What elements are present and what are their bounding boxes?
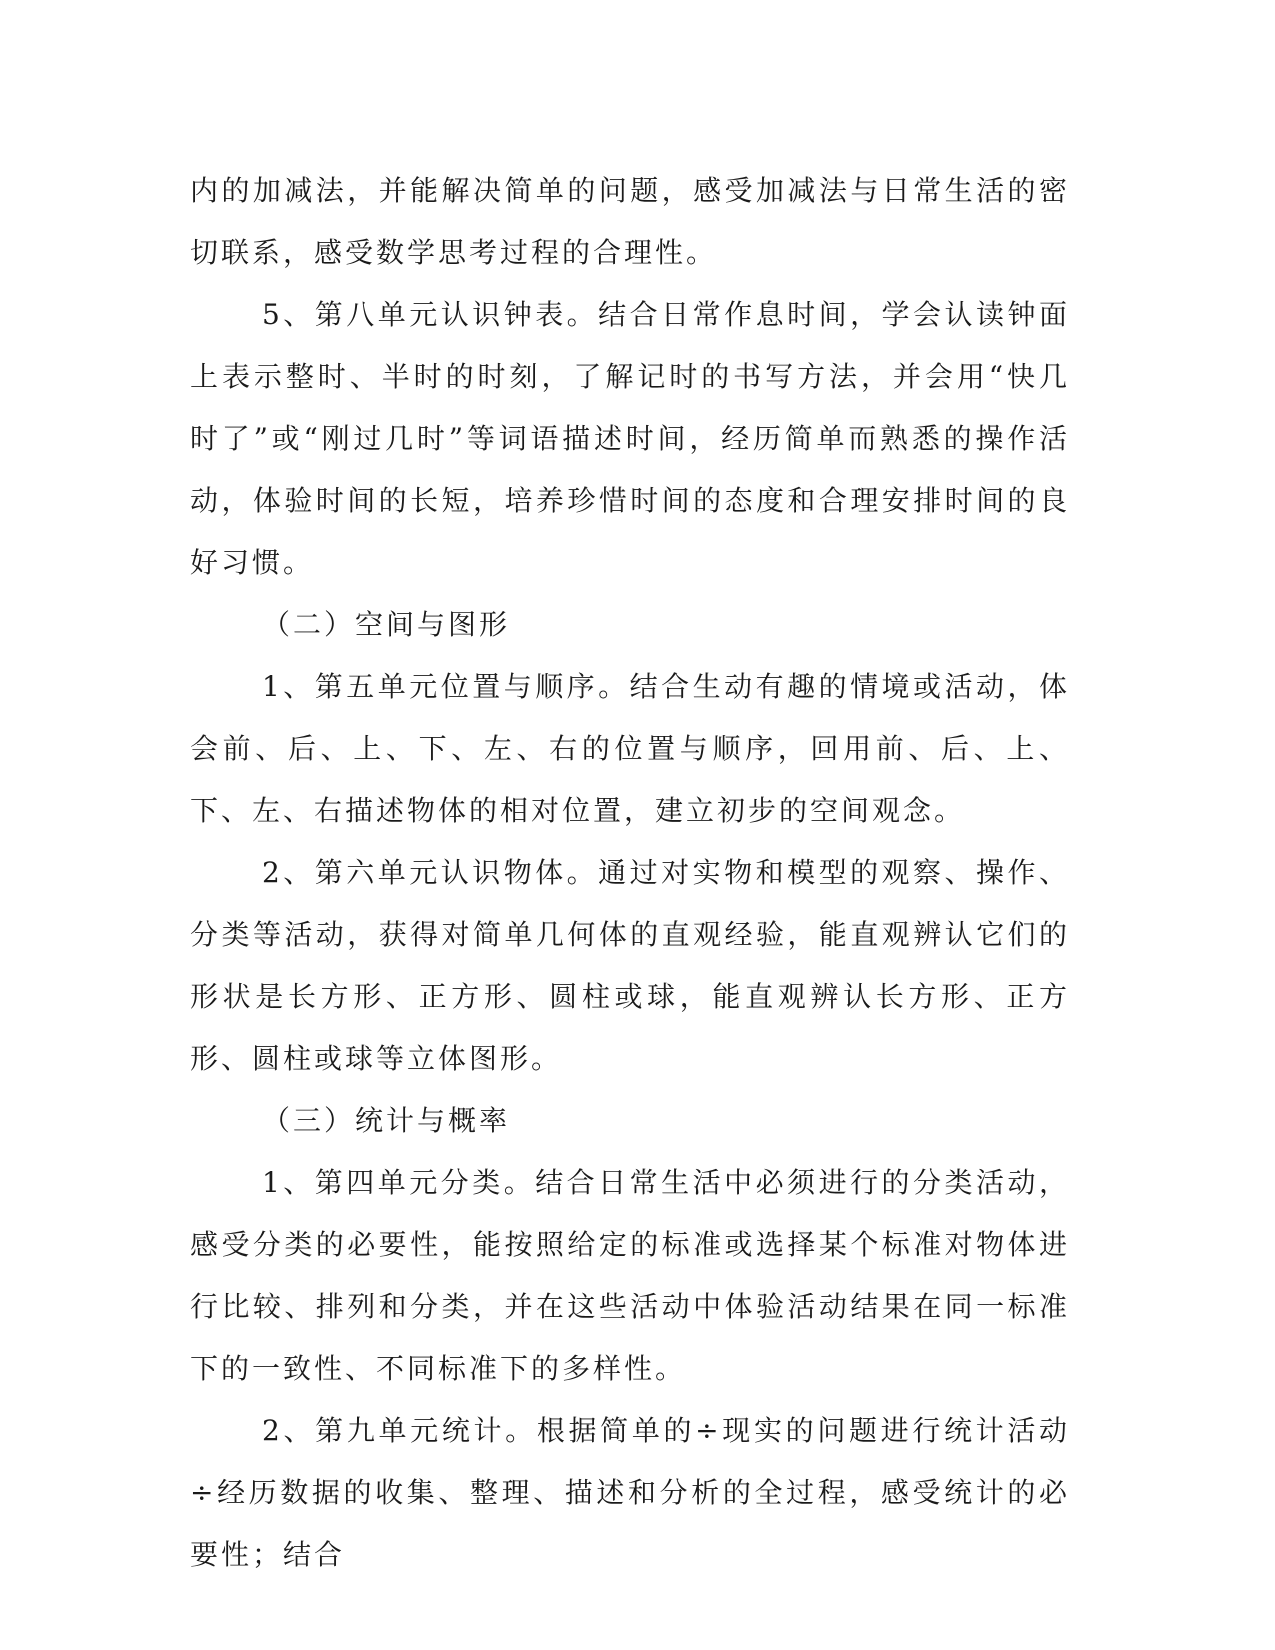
- body-text: [190, 160, 1070, 1586]
- paragraph-objects-unit: 2、第六单元认识物体。通过对实物和模型的观察、操作、分类等活动，获得对简单几何体的直观经验，能直观辨认它们的形状是长方形、正方形、圆柱或球，能直观辨认长方形、正方形、圆柱或球等立体图形。: [190, 856, 1070, 1075]
- section-heading-space-shape: （二）空间与图形: [262, 608, 511, 641]
- paragraph-continuation: 内的加减法，并能解决简单的问题，感受加减法与日常生活的密切联系，感受数学思考过程的合理性。: [190, 174, 1070, 269]
- paragraph-clock-unit: 5、第八单元认识钟表。结合日常作息时间，学会认读钟面上表示整时、半时的时刻，了解记时的书写方法，并会用“快几时了”或“刚过几时”等词语描述时间，经历简单而熟悉的操作活动，体验时间的长短，培养珍惜时间的态度和合理安排时间的良好习惯。: [190, 298, 1070, 579]
- paragraph-statistics-unit: 2、第九单元统计。根据简单的÷现实的问题进行统计活动÷经历数据的收集、整理、描述和分析的全过程，感受统计的必要性；结合: [190, 1414, 1070, 1571]
- section-heading-statistics: （三）统计与概率: [262, 1104, 511, 1137]
- paragraph-position-unit: 1、第五单元位置与顺序。结合生动有趣的情境或活动，体会前、后、上、下、左、右的位置与顺序，回用前、后、上、下、左、右描述物体的相对位置，建立初步的空间观念。: [190, 670, 1070, 827]
- paragraph-classification-unit: 1、第四单元分类。结合日常生活中必须进行的分类活动，感受分类的必要性，能按照给定的标准或选择某个标准对物体进行比较、排列和分类，并在这些活动中体验活动结果在同一标准下的一致性、不同标准下的多样性。: [190, 1166, 1070, 1385]
